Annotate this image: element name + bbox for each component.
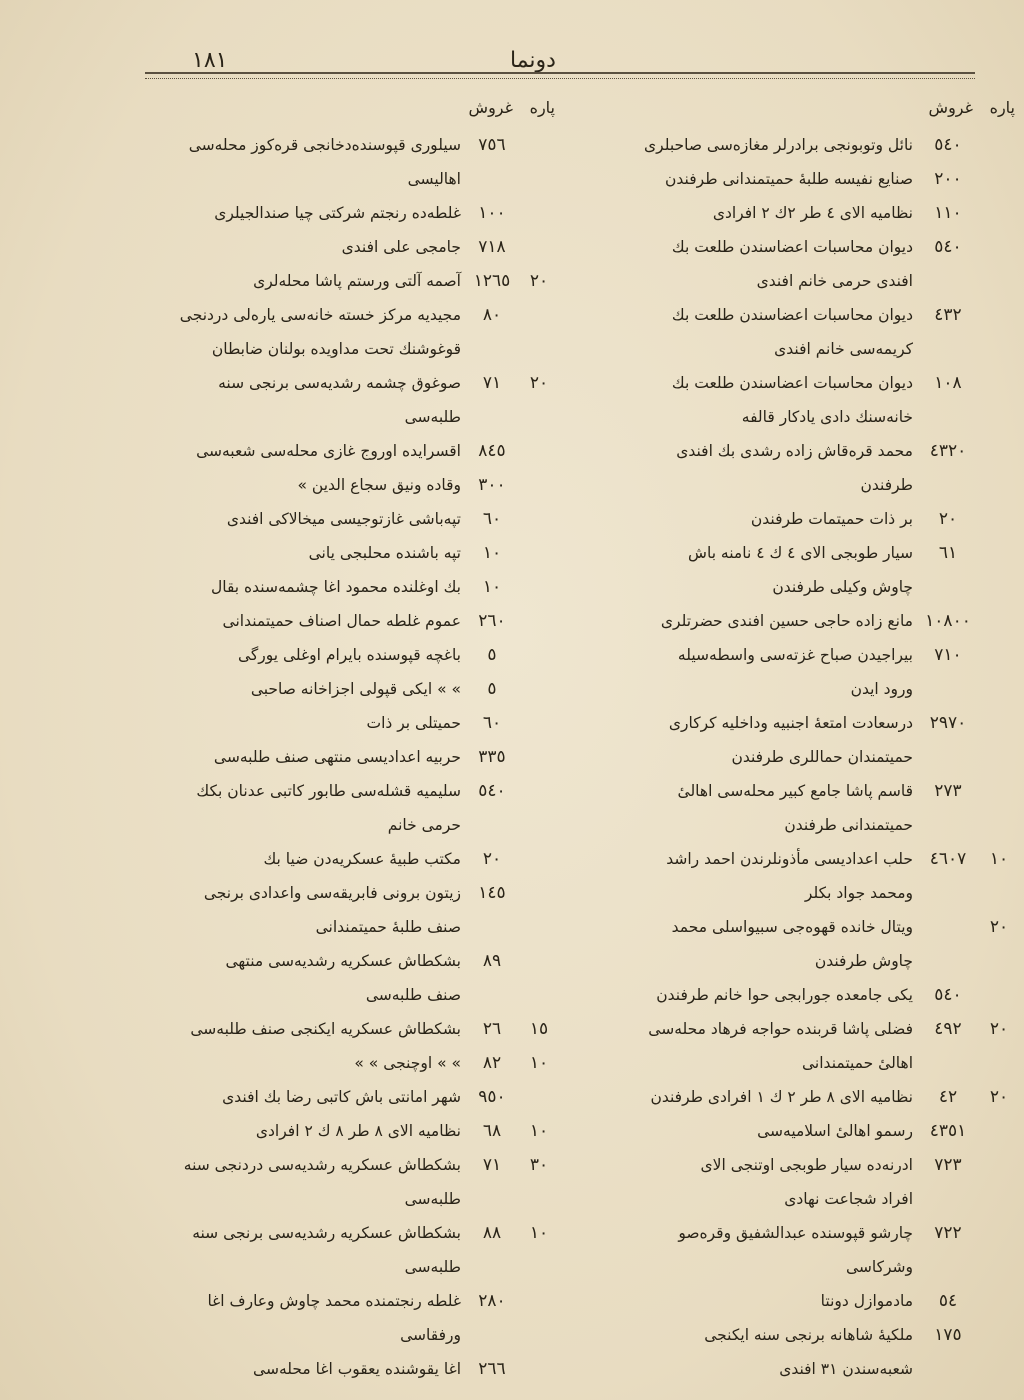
column-heading xyxy=(135,98,555,128)
donor-description: مجيديه مركز خسته خانەسى يارەلى دردنجى xyxy=(179,306,461,324)
donor-description: شعبەسندن ٣١ افندى xyxy=(779,1360,913,1378)
donor-description: محمد قرەقاش زاده رشدى بك افندى xyxy=(676,442,913,460)
gurus-amount: ٨٩ xyxy=(482,951,502,971)
donor-description: بشكطاش عسكريه رشديەسى دردنجى سنه xyxy=(183,1156,461,1174)
donor-description: سيار طوبجى الاى ٤ ك ٤ نامنه باش xyxy=(688,544,913,562)
donor-description: حميتلى بر ذات xyxy=(366,714,461,732)
donation-entry xyxy=(575,1080,1015,1114)
donation-entry xyxy=(575,502,1015,536)
donation-entry xyxy=(135,774,555,808)
donation-entry xyxy=(135,1250,555,1284)
donation-entry xyxy=(135,1114,555,1148)
donation-entry xyxy=(135,1216,555,1250)
donation-list xyxy=(575,128,1015,1386)
gurus-amount: ٢٦ xyxy=(482,1019,502,1039)
gurus-amount: ٧٢٢ xyxy=(934,1223,962,1243)
donor-description: نظاميه الاى ٤ طر ٢ك ٢ افرادى xyxy=(712,204,913,222)
donation-entry xyxy=(575,128,1015,162)
gurus-label: غروش xyxy=(928,98,973,117)
donor-description: » » اوچنجى » » xyxy=(354,1054,461,1072)
para-amount: ٢٠ xyxy=(529,271,549,291)
donor-description: طلبەسى xyxy=(404,1258,461,1276)
donation-entry xyxy=(135,196,555,230)
para-amount: ١٠ xyxy=(529,1053,549,1073)
donation-entry xyxy=(575,1250,1015,1284)
para-amount: ٣٠ xyxy=(529,1155,549,1175)
donor-description: صوغوق چشمه رشديەسى برنجى سنه xyxy=(218,374,461,392)
donor-description: عموم غلطه حمال اصناف حميتمندانى xyxy=(222,612,461,630)
donation-entry xyxy=(575,774,1015,808)
gurus-amount: ٢٠٠ xyxy=(934,169,962,189)
donor-description: ديوان محاسبات اعضاسندن طلعت بك xyxy=(671,306,913,324)
donor-description: حربيه اعداديسى منتهى صنف طلبەسى xyxy=(213,748,461,766)
para-amount: ٢٠ xyxy=(989,1019,1009,1039)
donation-entry xyxy=(135,502,555,536)
gurus-amount: ١١٠ xyxy=(934,203,962,223)
donation-entry xyxy=(135,1318,555,1352)
gurus-amount: ٨٢ xyxy=(482,1053,502,1073)
donation-entry xyxy=(135,978,555,1012)
para-amount: ١٠ xyxy=(989,849,1009,869)
gurus-amount: ٢٠ xyxy=(482,849,502,869)
gurus-amount: ٦٨ xyxy=(482,1121,502,1141)
donation-entry xyxy=(575,400,1015,434)
donation-entry xyxy=(575,1284,1015,1318)
donation-entry xyxy=(575,638,1015,672)
donor-description: خانەسنك دادى يادكار قالفه xyxy=(741,408,913,426)
donation-entry xyxy=(135,128,555,162)
donation-entry xyxy=(135,706,555,740)
donation-entry xyxy=(135,332,555,366)
donation-entry xyxy=(575,1216,1015,1250)
donor-description: آصمه آلتى ورستم پاشا محلەلرى xyxy=(253,272,461,290)
donor-description: نظاميه الاى ٨ طر ٨ ك ٢ افرادى xyxy=(255,1122,461,1140)
donation-entry xyxy=(135,1012,555,1046)
gurus-amount: ٥ xyxy=(487,645,497,665)
donation-entry xyxy=(135,162,555,196)
gurus-amount: ١٠٨ xyxy=(934,373,962,393)
gurus-amount: ٢٧٣ xyxy=(934,781,962,801)
donation-entry xyxy=(575,1012,1015,1046)
donation-entry xyxy=(135,638,555,672)
donor-description: حرمى خانم xyxy=(387,816,461,834)
donor-description: قوغوشنك تحت مداويده بولنان ضابطان xyxy=(211,340,461,358)
para-amount: ١٥ xyxy=(529,1019,549,1039)
donation-entry xyxy=(575,978,1015,1012)
gurus-amount: ١٠٠ xyxy=(478,203,506,223)
donor-description: چاوش طرفندن xyxy=(814,952,913,970)
donation-entry xyxy=(135,1148,555,1182)
donor-description: بشكطاش عسكريه ايكنجى صنف طلبەسى xyxy=(190,1020,461,1038)
donation-entry xyxy=(575,1148,1015,1182)
donor-description: ملكيهٔ شاهانه برنجى سنه ايكنجى xyxy=(704,1326,913,1344)
donation-entry xyxy=(135,1080,555,1114)
donation-entry xyxy=(135,1352,555,1386)
donor-description: باغچه قپوسنده بايرام اوغلى يورگى xyxy=(237,646,461,664)
gurus-amount: ٧١ xyxy=(482,373,502,393)
donation-entry xyxy=(135,604,555,638)
donor-description: طلبەسى xyxy=(404,1190,461,1208)
right-column xyxy=(575,98,1015,1386)
donation-entry xyxy=(135,842,555,876)
gurus-amount: ٥٤٠ xyxy=(478,781,506,801)
donor-description: غلطەده رنجتم شركتى چيا صندالجيلرى xyxy=(214,204,461,222)
gurus-amount: ٦٠ xyxy=(482,713,502,733)
donation-entry xyxy=(135,434,555,468)
donor-description: مانع زاده حاجى حسين افندى حضرتلرى xyxy=(660,612,913,630)
donor-description: بشكطاش عسكريه رشديەسى منتهى xyxy=(225,952,461,970)
donation-entry xyxy=(135,672,555,706)
donation-entry xyxy=(135,230,555,264)
gurus-amount: ٥٤٠ xyxy=(934,985,962,1005)
donor-description: مادموازل دونتا xyxy=(820,1292,913,1310)
donor-description: وشركاسى xyxy=(845,1258,913,1276)
donor-description: زيتون برونى فابريقەسى واعدادى برنجى xyxy=(203,884,461,902)
gurus-amount: ٢٩٧٠ xyxy=(929,713,967,733)
donation-entry xyxy=(575,366,1015,400)
donation-list xyxy=(135,128,555,1386)
gurus-amount: ٢٦٦ xyxy=(478,1359,506,1379)
para-amount: ٢٠ xyxy=(989,917,1009,937)
gurus-amount: ١٢٦٥ xyxy=(473,271,511,291)
para-amount: ٢٠ xyxy=(989,1087,1009,1107)
donation-entry xyxy=(575,944,1015,978)
donor-description: صنف طلبەسى xyxy=(365,986,461,1004)
donation-entry xyxy=(575,298,1015,332)
page-number: ١٨١ xyxy=(192,48,228,73)
gurus-amount: ٢٠ xyxy=(938,509,958,529)
donor-description: حلب اعداديسى مأذونلرندن احمد راشد xyxy=(666,850,913,868)
gurus-amount: ٨٠ xyxy=(482,305,502,325)
gurus-amount: ١٤٥ xyxy=(478,883,506,903)
donor-description: بر ذات حميتمات طرفندن xyxy=(750,510,913,528)
donor-description: رسمو اهالىٔ اسلاميەسى xyxy=(757,1122,913,1140)
donation-entry xyxy=(575,876,1015,910)
donor-description: افراد شجاعت نهادى xyxy=(784,1190,913,1208)
donor-description: بك اوغلنده محمود اغا چشمەسنده بقال xyxy=(210,578,461,596)
header-rule xyxy=(145,72,975,84)
gurus-amount: ٧١٨ xyxy=(478,237,506,257)
donation-entry xyxy=(135,570,555,604)
donation-entry xyxy=(135,264,555,298)
donation-entry xyxy=(575,740,1015,774)
donation-entry xyxy=(575,1352,1015,1386)
donor-description: چاوش وكيلى طرفندن xyxy=(772,578,913,596)
gurus-amount: ٦٠ xyxy=(482,509,502,529)
donor-description: مكتب طبيهٔ عسكريەدن ضيا بك xyxy=(263,850,461,868)
gurus-amount: ٦١ xyxy=(938,543,958,563)
para-amount: ٢٠ xyxy=(529,373,549,393)
gurus-amount: ٩٥٠ xyxy=(478,1087,506,1107)
donation-entry xyxy=(575,910,1015,944)
donor-description: اغا يقوشنده يعقوب اغا محلەسى xyxy=(253,1360,461,1378)
donation-entry xyxy=(135,1182,555,1216)
donation-entry xyxy=(575,434,1015,468)
gurus-label: غروش xyxy=(468,98,513,117)
donor-description: بيراجيدن صباح غزتەسى واسطەسيله xyxy=(677,646,913,664)
gurus-amount: ١٠ xyxy=(482,577,502,597)
gurus-amount: ٧٢٣ xyxy=(934,1155,962,1175)
gurus-amount: ٢٨٠ xyxy=(478,1291,506,1311)
gurus-amount: ١٠٨٠٠ xyxy=(925,611,971,631)
donation-entry xyxy=(575,1318,1015,1352)
donation-entry xyxy=(575,1114,1015,1148)
donation-entry xyxy=(575,264,1015,298)
gurus-amount: ٨٨ xyxy=(482,1223,502,1243)
donation-entry xyxy=(575,808,1015,842)
gurus-amount: ٥ xyxy=(487,679,497,699)
donation-entry xyxy=(575,604,1015,638)
gurus-amount: ٥٤٠ xyxy=(934,135,962,155)
donation-entry xyxy=(575,1182,1015,1216)
donation-entry xyxy=(135,910,555,944)
gurus-amount: ٤٩٢ xyxy=(934,1019,962,1039)
donor-description: فضلى پاشا قربنده حواجه فرهاد محلەسى xyxy=(648,1020,913,1038)
donation-entry xyxy=(135,740,555,774)
donation-entry xyxy=(135,536,555,570)
gurus-amount: ٤٦٠٧ xyxy=(929,849,967,869)
gurus-amount: ٤٣٢ xyxy=(934,305,962,325)
running-head: دونما xyxy=(510,48,556,73)
donor-description: حميتمندانى طرفندن xyxy=(784,816,913,834)
donor-description: درسعادت امتعهٔ اجنبيه وداخليه كركارى xyxy=(668,714,913,732)
donor-description: كريمەسى خانم افندى xyxy=(774,340,913,358)
gurus-amount: ٢٦٠ xyxy=(478,611,506,631)
donor-description: غلطه رنجتمنده محمد چاوش وعارف اغا xyxy=(207,1292,461,1310)
donor-description: يكى جامعده جورابجى حوا خانم طرفندن xyxy=(656,986,913,1004)
donation-entry xyxy=(135,876,555,910)
donation-entry xyxy=(135,1046,555,1080)
para-label: پاره xyxy=(989,98,1015,117)
gurus-amount: ٥٤ xyxy=(938,1291,958,1311)
donor-description: طلبەسى xyxy=(404,408,461,426)
donor-description: اهاليسى xyxy=(407,170,461,188)
donor-description: بشكطاش عسكريه رشديەسى برنجى سنه xyxy=(192,1224,461,1242)
donor-description: افندى حرمى خانم افندى xyxy=(756,272,913,290)
donor-description: صنف طلبهٔ حميتمندانى xyxy=(315,918,461,936)
donation-entry xyxy=(135,468,555,502)
donation-entry xyxy=(575,468,1015,502)
gurus-amount: ٨٤٥ xyxy=(478,441,506,461)
donation-entry xyxy=(135,400,555,434)
donation-entry xyxy=(575,536,1015,570)
donor-description: ورود ايدن xyxy=(850,680,913,698)
donor-description: وقاده ونيق سجاع الدين » xyxy=(297,476,461,494)
gurus-amount: ٣٠٠ xyxy=(478,475,506,495)
gurus-amount: ١٠ xyxy=(482,543,502,563)
donor-description: نظاميه الاى ٨ طر ٢ ك ١ افرادى طرفندن xyxy=(650,1088,913,1106)
donation-entry xyxy=(575,196,1015,230)
para-label: پاره xyxy=(529,98,555,117)
donor-description: طرفندن xyxy=(860,476,913,494)
donor-description: ورفقاسى xyxy=(400,1326,461,1344)
donor-description: سيلورى قپوسندەدخانجى قرەكوز محلەسى xyxy=(188,136,461,154)
donor-description: اقسرايده اوروج غازى محلەسى شعبەسى xyxy=(196,442,461,460)
donor-description: صنايع نفيسه طلبهٔ حميتمندانى طرفندن xyxy=(665,170,913,188)
gurus-amount: ٧٥٦ xyxy=(478,135,506,155)
para-amount: ١٠ xyxy=(529,1121,549,1141)
donor-description: ويتال خانده قهوەجى سبيواسلى محمد xyxy=(671,918,913,936)
donor-description: شهر امانتى باش كاتبى رضا بك افندى xyxy=(222,1088,461,1106)
donor-description: ادرنەده سيار طوبجى اوتنجى الاى xyxy=(700,1156,913,1174)
donor-description: قاسم پاشا جامع كبير محلەسى اهالىٔ xyxy=(677,782,913,800)
gurus-amount: ٧١ xyxy=(482,1155,502,1175)
donor-description: نائل وتوبونجى برادرلر مغازەسى صاحبلرى xyxy=(644,136,913,154)
donation-entry xyxy=(575,570,1015,604)
donation-entry xyxy=(575,162,1015,196)
donation-entry xyxy=(575,230,1015,264)
donor-description: حميتمندان حماللرى طرفندن xyxy=(731,748,913,766)
donor-description: جامجى على افندى xyxy=(341,238,461,256)
donation-entry xyxy=(575,332,1015,366)
donation-entry xyxy=(575,706,1015,740)
gurus-amount: ١٧٥ xyxy=(934,1325,962,1345)
gurus-amount: ٤٣٥١ xyxy=(929,1121,967,1141)
donor-description: تپه باشنده محلبجى يانى xyxy=(308,544,461,562)
gurus-amount: ٤٣٢٠ xyxy=(929,441,967,461)
donor-description: ديوان محاسبات اعضاسندن طلعت بك xyxy=(671,238,913,256)
donor-description: اهالىٔ حميتمندانى xyxy=(802,1054,913,1072)
column-heading xyxy=(575,98,1015,128)
donor-description: سليميه قشلەسى طابور كاتبى عدنان بكك xyxy=(196,782,461,800)
donation-entry xyxy=(575,672,1015,706)
donor-description: ومحمد جواد بكلر xyxy=(804,884,913,902)
donation-entry xyxy=(135,808,555,842)
donor-description: چارشو قپوسنده عبدالشفيق وقرەصو xyxy=(678,1224,913,1242)
gurus-amount: ٧١٠ xyxy=(934,645,962,665)
donor-description: تپەباشى غازتوجيسى ميخالاكى افندى xyxy=(226,510,461,528)
gurus-amount: ٥٤٠ xyxy=(934,237,962,257)
donation-entry xyxy=(575,1046,1015,1080)
donation-entry xyxy=(135,1284,555,1318)
left-column xyxy=(135,98,555,1386)
donor-description: » » ايكى قپولى اجزاخانه صاحبى xyxy=(250,680,461,698)
gurus-amount: ٣٣٥ xyxy=(478,747,506,767)
donation-entry xyxy=(135,944,555,978)
donation-entry xyxy=(135,298,555,332)
para-amount: ١٠ xyxy=(529,1223,549,1243)
gurus-amount: ٤٢ xyxy=(938,1087,958,1107)
donation-entry xyxy=(135,366,555,400)
donation-entry xyxy=(575,842,1015,876)
donor-description: ديوان محاسبات اعضاسندن طلعت بك xyxy=(671,374,913,392)
